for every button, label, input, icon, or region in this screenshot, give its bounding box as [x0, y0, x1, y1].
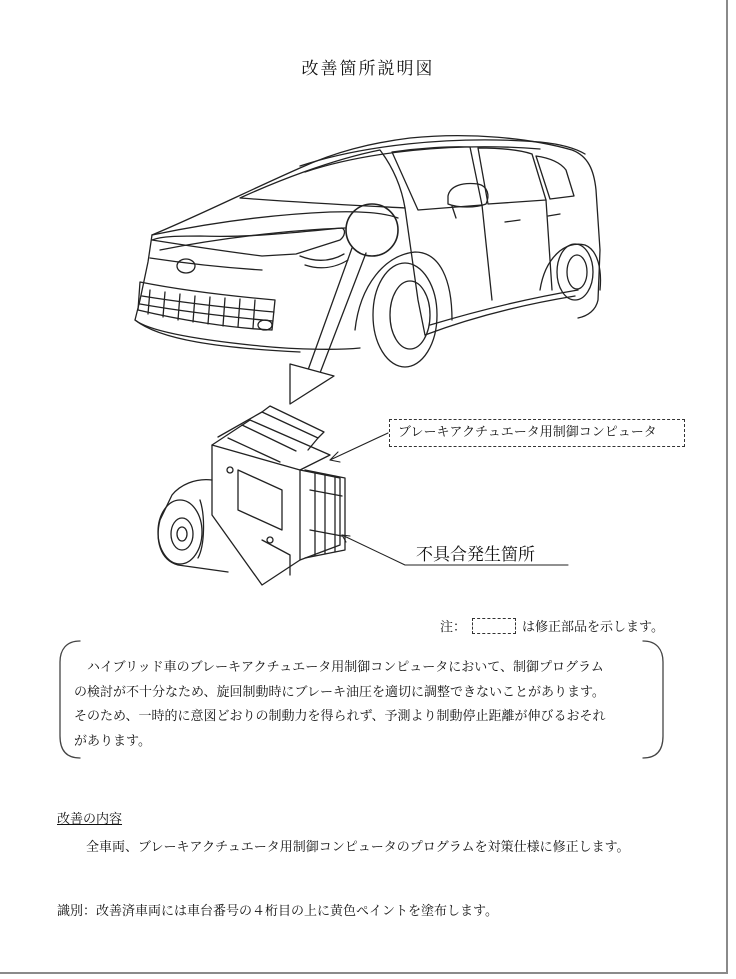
note-suffix: は修正部品を示します。 — [522, 620, 664, 635]
legend-note — [440, 616, 664, 635]
callout-label: ブレーキアクチュエータ用制御コンピュータ — [398, 425, 657, 440]
magnify-circle-icon — [346, 204, 398, 256]
summary-line: ハイブリッド車のブレーキアクチュエータ用制御コンピュータにおいて、制御プログラム — [87, 660, 604, 675]
callout-actuator-computer — [389, 419, 685, 447]
summary-line: そのため、一時的に意図どおりの制動力を得られず、予測より制動停止距離が伸びるおそれ — [74, 709, 606, 724]
note-prefix: 注： — [440, 620, 467, 635]
summary-line: があります。 — [74, 733, 151, 749]
car-illustration — [135, 136, 600, 367]
page-title: 改善箇所説明図 — [301, 59, 435, 79]
dashed-box-legend-icon — [472, 618, 516, 634]
defect-summary — [74, 656, 654, 754]
pointer-arrow-icon — [290, 248, 366, 404]
summary-line: の検討が不十分なため、旋回制動時にブレーキ油圧を適切に調整できないことがあります。 — [74, 684, 605, 700]
identification-text: 識別：改善済車両には車台番号の４桁目の上に黄色ペイントを塗布します。 — [57, 904, 498, 919]
defect-location-label: 不具合発生箇所 — [416, 545, 535, 565]
brake-actuator-illustration — [158, 406, 345, 585]
remedy-heading: 改善の内容 — [57, 812, 123, 827]
remedy-text: 全車両、ブレーキアクチュエータ用制御コンピュータのプログラムを対策仕様に修正します。 — [86, 840, 630, 855]
